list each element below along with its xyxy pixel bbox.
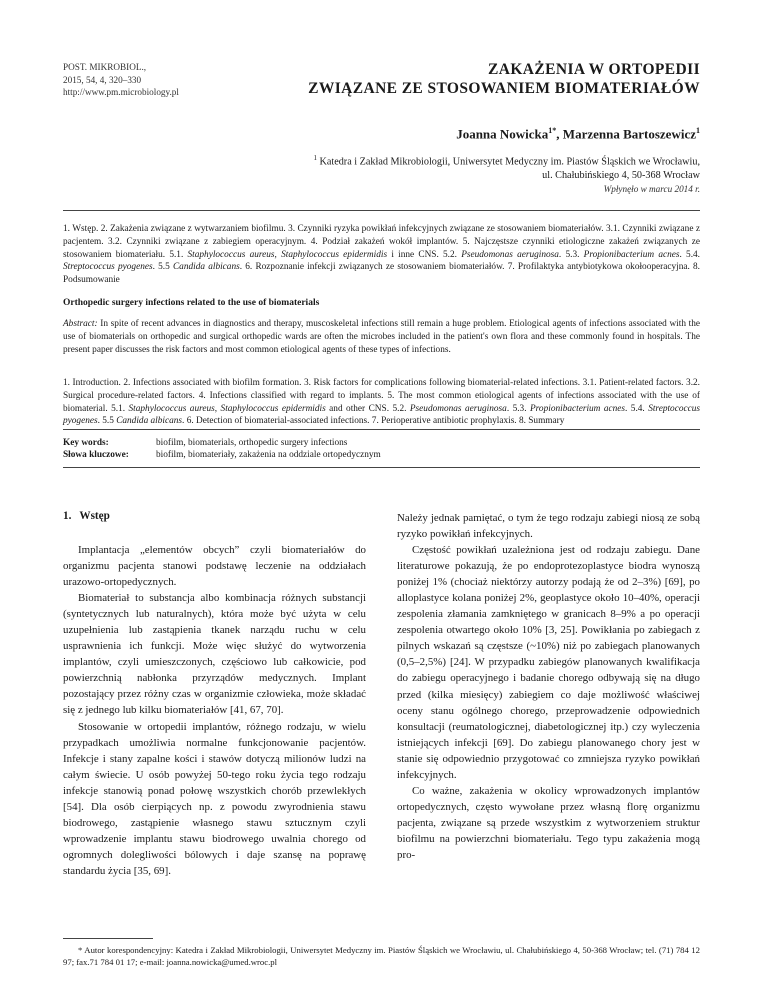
keywords-en-label: Key words: [63, 438, 109, 448]
author-separator: , [556, 126, 563, 142]
toc-polish: 1. Wstęp. 2. Zakażenia związane z wytwarzaniem biofilmu. 3. Czynniki ryzyka powikłań infekcyjnych związane ze stosowaniem biomateriałów. 3.1. Czynniki związane z pacjentem. 3.2. Czynniki związane z zabiegiem operacyjnym. 4. Podział zakażeń wokół implantów. 5. Najczęstsze czynniki etiologiczne zakażeń związanych ze stosowaniem biomateriału. 5.1. Staphylococcus aureus, Staphylococcus epidermidis i inne CNS. 5.2. Pseudomonas aeruginosa. 5.3. Propionibacterium acnes. 5.4. Streptococcus pyogenes. 5.5 Candida albicans. 6. Rozpoznanie infekcji związanych ze stosowaniem biomateriałów. 7. Profilaktyka antybiotykowa okołooperacyjna. 8. Podsumowanie [63, 224, 700, 286]
english-title: Orthopedic surgery infections related to the use of biomaterials [63, 298, 320, 308]
affiliation [313, 152, 700, 182]
keywords-pl-label: Słowa kluczowe: [63, 450, 129, 461]
authors [456, 126, 700, 142]
column-right [397, 510, 700, 863]
author-1: Joanna Nowicka [456, 126, 549, 142]
article-title [308, 60, 700, 98]
footnote-rule [63, 938, 153, 939]
journal-info [63, 61, 179, 99]
divider-keywords-bottom [63, 467, 700, 468]
section-number: 1. [63, 510, 72, 522]
toc-english: 1. Introduction. 2. Infections associated with biofilm formation. 3. Risk factors for complications following biomaterial-related infections. 3.1. Patient-related factors. 3.2. Surgical procedure-related factors. 4. Infections classified with regard to implants. 5. The most common etiological agents of infections associated with the use of biomaterial. 5.1. Staphylococcus aureus, Staphylococcus epidermidis and other CNS. 5.2. Pseudomonas aeruginosa. 5.3. Propionibacterium acnes. 5.4. Streptococcus pyogenes. 5.5 Candida albicans. 6. Detection of biomaterial-associated infections. 7. Perioperative antibiotic prophylaxis. 8. Summary [63, 378, 700, 427]
divider-keywords-top [63, 429, 700, 430]
received-date: Wpłynęło w marcu 2014 r. [603, 184, 700, 194]
divider-top [63, 210, 700, 211]
column-left [63, 542, 366, 879]
section-title: Wstęp [79, 510, 110, 522]
journal-volume: 2015, 54, 4, 320–330 [63, 74, 142, 85]
abstract [63, 318, 700, 356]
footnote [63, 944, 700, 968]
author-2-affil: 1 [696, 126, 700, 135]
title-line-1: ZAKAŻENIA W ORTOPEDII [488, 61, 700, 78]
journal-name: POST. MIKROBIOL., [63, 62, 147, 72]
abstract-label: Abstract: [63, 319, 98, 329]
paragraph-4: Należy jednak pamiętać, o tym że tego rodzaju zabiegi niosą ze sobą ryzyko powikłań infekcyjnych. [397, 512, 700, 541]
paragraph-5: Częstość powikłań uzależniona jest od rodzaju zabiegu. Dane literaturowe pokazują, że po endoprotezoplastyce biodra wynoszą poniżej 1% (chociaż niektórzy autorzy podają że od 2–3%) [69], po alloplastyce kolana poniżej 2%, geoplastyce około 10–40%, operacji zespolenia złamania zamkniętego w granicach 8–9% a po operacji zespolenia otwartego około 10% [3, 25]. Powikłania po zabiegach z pilnych wskazań są częstsze (~10%) niż po zabiegach planowanych (0,5–2,5%) [24]. W przypadku zabiegów planowanych kwalifikacja do zabiegu operacyjnego i badanie chorego odbywają się na długo przed (kilka miesięcy) zabiegiem co daje możliwość właściwej oceny stanu ogólnego chorego, przeprowadzenie odpowiednich konsultacji (reumatologicznej, diabetologicznej itp.) czy wyleczenia istniejących infekcji [69]. Do zabiegu planowanego chory jest w stanie się odpowiednio przygotować co zmniejsza ryzyko powikłań infekcyjnych. [397, 544, 700, 781]
section-heading [63, 510, 110, 522]
author-1-affil: 1* [548, 126, 557, 135]
paragraph-3: Stosowanie w ortopedii implantów, różnego rodzaju, w wielu przypadkach umożliwia normalne funkcjonowanie pacjentów. Infekcje i stany zapalne kości i stawów dotyczą milionów ludzi na całym świecie. U osób powyżej 50-tego roku życia tego rodzaju infekcje stanowią ponad połowę wszystkich chorób przewlekłych [54]. Dla osób cierpiących np. z powodu zwyrodnienia stawu biodrowego, zastąpienie własnego stawu sztucznym czyli wprowadzenie implantu stawu biodrowego uwalnia chorego od ogromnych dolegliwości bólowych i daje szansę na poprawę standardu życia [35, 69]. [63, 720, 366, 877]
keywords [63, 437, 381, 462]
footnote-mark: * [78, 945, 83, 955]
title-line-2: ZWIĄZANE ZE STOSOWANIEM BIOMATERIAŁÓW [308, 80, 700, 97]
paragraph-6: Co ważne, zakażenia w okolicy wprowadzonych implantów ortopedycznych, często wywołane przez własną florę organizmu pacjenta, związane są przede wszystkim z wytworzeniem struktur biofilmu na powierzchni biomateriału. Tego typu zakażenia mogą pro- [397, 784, 700, 861]
affiliation-line-1: Katedra i Zakład Mikrobiologii, Uniwersytet Medyczny im. Piastów Śląskich we Wrocławiu, [319, 156, 700, 168]
abstract-text: In spite of recent advances in diagnostics and therapy, muscoskeletal infections still remain a huge problem. Etiological agents of infections associated with the use of biomaterials on orthopedic and surgical orthopedic wards are often the microbes included in the patient's own flora and these commonly found in hospitals. The present paper discusses the risk factors and most common etiological agents of these types of infections. [63, 319, 700, 355]
footnote-text: Autor korespondencyjny: Katedra i Zakład Mikrobiologii, Uniwersytet Medyczny im. Piastów Śląskich we Wrocławiu, ul. Chałubińskiego 4, 50-368 Wrocław; tel. (71) 784 12 97; fax.71 784 01 17; e-mail: joanna.nowicka@umed.wroc.pl [63, 945, 700, 967]
keywords-en: biofilm, biomaterials, orthopedic surgery infections [156, 438, 348, 448]
affiliation-sup: 1 [313, 154, 317, 162]
journal-url[interactable]: http://www.pm.microbiology.pl [63, 87, 179, 98]
keywords-pl: biofilm, biomateriały, zakażenia na oddziale ortopedycznym [156, 450, 381, 461]
paragraph-1: Implantacja „elementów obcych” czyli biomateriałów do organizmu pacjenta stanowi podstawę leczenie na oddziałach urazowo-ortopedycznych. [63, 544, 366, 589]
author-2: Marzenna Bartoszewicz [562, 126, 696, 142]
affiliation-line-2: ul. Chałubińskiego 4, 50-368 Wrocław [542, 169, 700, 181]
paragraph-2: Biomateriał to substancja albo kombinacja różnych substancji (syntetycznych lub naturalnych), która może być użyta w celu uzupełnienia lub zastąpienia tkanek narządu ruchu w celu usprawnienia ich funkcji. Może więc służyć do wytworzenia implantów, czyli umieszczonych, częściowo lub całkowicie, pod powierzchnią nabłonka przyrządów medycznych. Implant pozostający przez różny czas w organizmie człowieka, może składać się z jednego lub kilku biomateriałów [41, 67, 70]. [63, 592, 366, 717]
